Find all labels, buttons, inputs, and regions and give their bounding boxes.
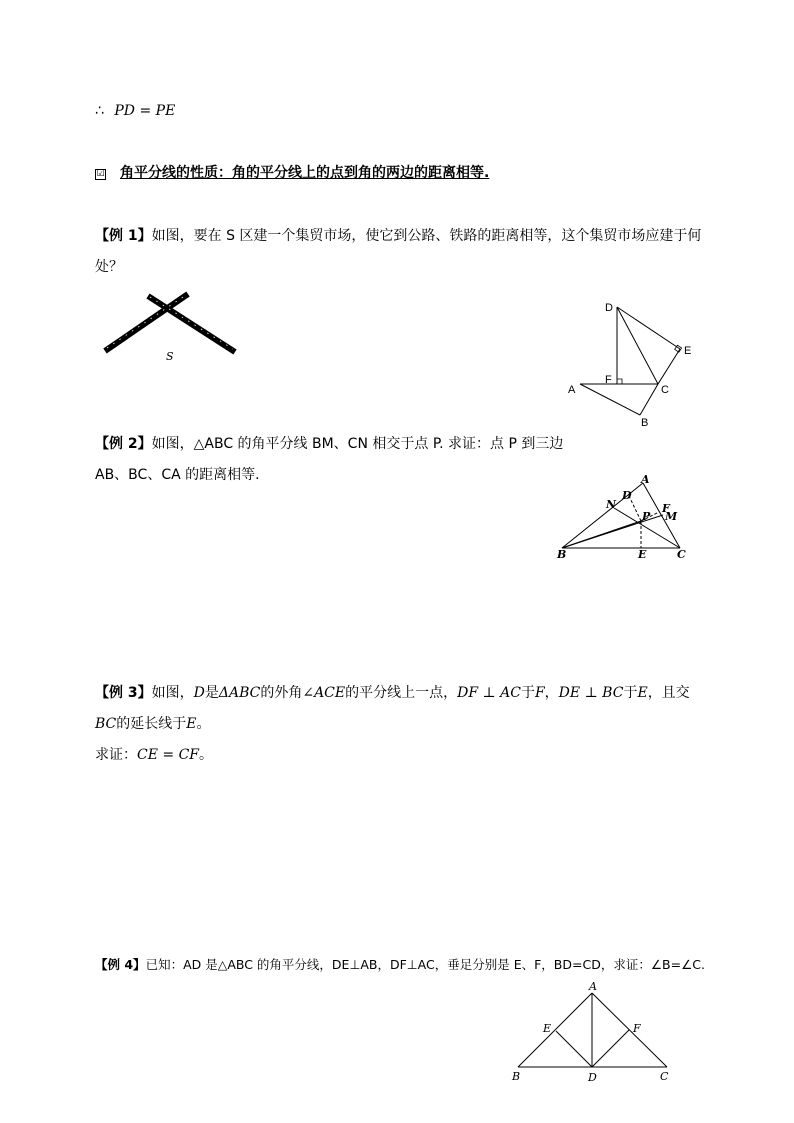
math-de: DE ⊥ BC xyxy=(558,685,624,701)
example1-tag: 【例 1】 xyxy=(95,228,152,244)
example3-line2 xyxy=(95,714,211,734)
example3-text: 的延长线于 xyxy=(116,716,187,732)
label-c: C xyxy=(661,384,669,396)
example3-text: 。 xyxy=(196,716,211,732)
figure-roads xyxy=(95,285,245,365)
label-d: D xyxy=(622,489,632,502)
math-f: F xyxy=(534,685,545,701)
example2-line2 xyxy=(95,465,260,485)
example2-text-2: AB、BC、CA 的距离相等. xyxy=(95,467,260,483)
label-f: F xyxy=(605,374,612,386)
example1-text-1: 如图，要在 S 区建一个集贸市场，使它到公路、铁路的距离相等，这个集贸市场应建于何 xyxy=(151,228,702,244)
label-e: E xyxy=(684,345,692,357)
label-d: D xyxy=(588,1071,597,1084)
example1-line2 xyxy=(95,257,123,277)
label-b: B xyxy=(557,548,567,561)
property-text: 角平分线的性质：角的平分线上的点到角的两边的距离相等. xyxy=(120,165,490,181)
label-f: F xyxy=(633,1022,641,1035)
example4-line xyxy=(95,955,705,975)
label-s: S xyxy=(166,350,174,363)
example3-text: 于 xyxy=(520,685,535,701)
figure-example2 xyxy=(552,470,692,565)
math-angle: ∠ACE xyxy=(302,685,346,701)
example4-tag: 【例 4】 xyxy=(95,957,146,972)
label-a: A xyxy=(568,384,576,396)
property-heading xyxy=(95,163,489,183)
math-df: DF ⊥ AC xyxy=(457,685,521,701)
label-b: B xyxy=(641,417,649,429)
example3-text: ， xyxy=(544,685,559,701)
math-bc: BC xyxy=(95,716,117,732)
example3-text: 是 xyxy=(204,685,219,701)
therefore-expression: PD = PE xyxy=(114,103,176,119)
math-e: E xyxy=(186,716,197,732)
example3-prove xyxy=(95,745,213,765)
railway-line xyxy=(148,296,235,352)
example3-text: ，且交 xyxy=(647,685,690,701)
label-p: P xyxy=(642,510,651,523)
therefore-line xyxy=(95,101,175,121)
example1-line1 xyxy=(95,226,701,246)
figure-example4 xyxy=(505,978,685,1086)
label-a: A xyxy=(641,473,650,486)
label-c: C xyxy=(660,1070,669,1083)
math-triangle: ΔABC xyxy=(218,685,261,701)
road-line xyxy=(105,294,188,351)
label-a: A xyxy=(589,980,597,993)
therefore-symbol: ∴ xyxy=(95,103,104,119)
label-c: C xyxy=(677,548,686,561)
label-e: E xyxy=(638,548,647,561)
math-e: E xyxy=(637,685,648,701)
label-n: N xyxy=(606,498,617,511)
example3-text: 。 xyxy=(199,747,213,763)
example3-text: 于 xyxy=(623,685,638,701)
example3-line1 xyxy=(95,683,690,703)
example2-tag: 【例 2】 xyxy=(95,436,152,452)
example2-text-1: 如图，△ABC 的角平分线 BM、CN 相交于点 P. 求证：点 P 到三边 xyxy=(151,436,564,452)
example2-line1 xyxy=(95,434,563,454)
math-d: D xyxy=(193,685,205,701)
example4-text: 已知：AD 是△ABC 的角平分线，DE⊥AB，DF⊥AC，垂足分别是 E、F，BD=CD，求证：∠B=∠C. xyxy=(145,957,705,972)
label-e: E xyxy=(543,1022,552,1035)
label-m: M xyxy=(665,510,678,523)
label-f: F xyxy=(662,502,670,515)
label-d: D xyxy=(605,302,613,314)
example1-text-2: 处？ xyxy=(95,259,123,275)
prove-label: 求证： xyxy=(95,747,137,763)
figure-example3 xyxy=(565,295,695,435)
example3-text: 的平分线上一点， xyxy=(345,685,458,701)
label-b: B xyxy=(512,1070,521,1083)
example3-text: 的外角 xyxy=(260,685,303,701)
checkbox-icon: ☑ xyxy=(96,169,105,179)
example3-tag: 【例 3】 xyxy=(95,685,152,701)
prove-expression: CE = CF xyxy=(137,747,199,763)
example3-text: 如图， xyxy=(151,685,194,701)
